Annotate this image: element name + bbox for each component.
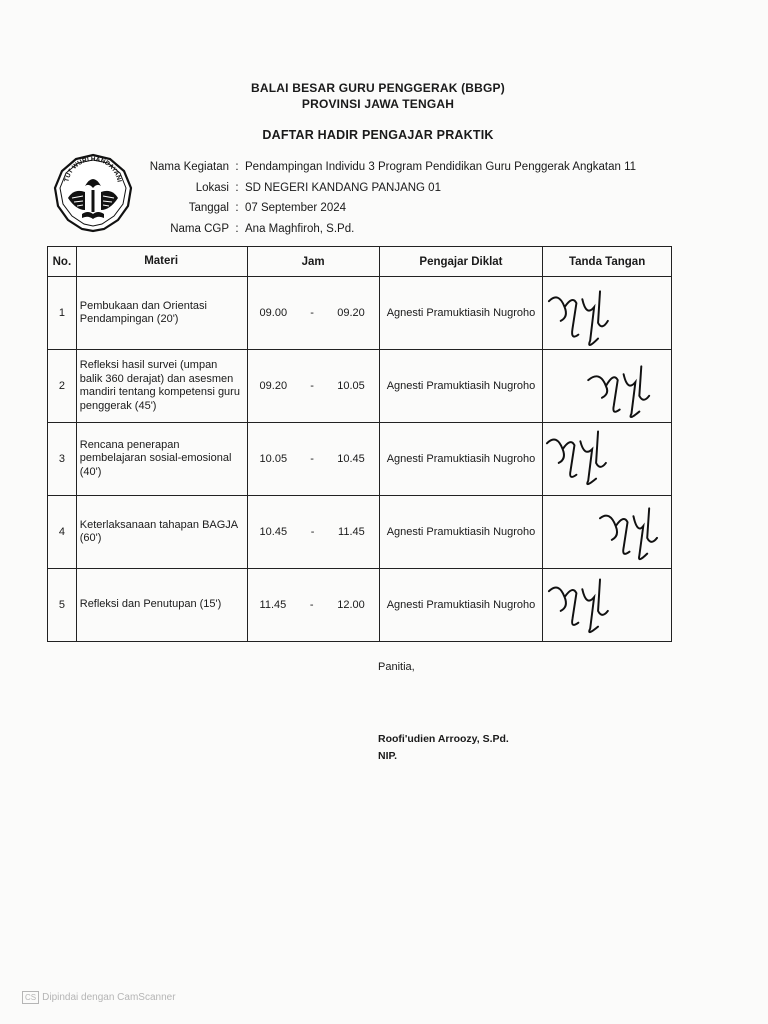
institution-name: BALAI BESAR GURU PENGGERAK (BBGP) bbox=[251, 81, 505, 95]
row-jam bbox=[247, 496, 379, 569]
row-signature-cell bbox=[543, 350, 672, 423]
jam-start: 09.20 bbox=[259, 380, 288, 392]
tut-wuri-handayani-logo bbox=[52, 152, 134, 234]
info-value: 07 September 2024 bbox=[245, 202, 347, 215]
jam-dash: - bbox=[310, 380, 314, 392]
jam-start: 09.00 bbox=[259, 307, 288, 319]
info-colon: : bbox=[235, 161, 239, 174]
info-value: SD NEGERI KANDANG PANJANG 01 bbox=[245, 181, 441, 194]
row-pengajar: Agnesti Pramuktiasih Nugroho bbox=[379, 277, 542, 350]
attendance-table bbox=[47, 246, 672, 642]
jam-start: 11.45 bbox=[259, 599, 287, 611]
info-colon: : bbox=[235, 202, 239, 215]
committee-signatory-name: Roofi'udien Arroozy, S.Pd. bbox=[378, 733, 509, 745]
col-header-materi: Materi bbox=[76, 247, 247, 277]
row-jam bbox=[247, 423, 379, 496]
handwritten-signature bbox=[543, 350, 671, 422]
row-signature-cell bbox=[543, 569, 672, 642]
row-materi: Refleksi dan Penutupan (15') bbox=[76, 569, 247, 642]
row-materi: Keterlaksanaan tahapan BAGJA (60') bbox=[76, 496, 247, 569]
table-row bbox=[48, 423, 672, 496]
watermark-text: Dipindai dengan CamScanner bbox=[42, 992, 176, 1003]
col-header-no: No. bbox=[48, 247, 77, 277]
info-label: Tanggal bbox=[188, 202, 229, 215]
jam-dash: - bbox=[310, 453, 314, 465]
info-row-kegiatan bbox=[140, 157, 636, 178]
info-colon: : bbox=[235, 222, 239, 235]
table-row bbox=[48, 496, 672, 569]
row-jam bbox=[247, 569, 379, 642]
jam-start: 10.05 bbox=[259, 453, 288, 465]
row-signature-cell bbox=[543, 496, 672, 569]
row-number: 5 bbox=[48, 569, 77, 642]
info-label: Nama CGP bbox=[170, 222, 229, 235]
jam-end: 09.20 bbox=[337, 307, 365, 319]
table-row bbox=[48, 350, 672, 423]
logo-motto: TUT WURI HANDAYANI bbox=[63, 155, 123, 183]
jam-end: 10.45 bbox=[337, 453, 365, 465]
row-materi: Refleksi hasil survei (umpan balik 360 derajat) dan asesmen mandiri tentang kompetensi guru penggerak (45') bbox=[76, 350, 247, 423]
handwritten-signature bbox=[543, 423, 671, 495]
info-row-lokasi bbox=[140, 178, 636, 199]
table-row bbox=[48, 277, 672, 350]
info-label: Nama Kegiatan bbox=[149, 161, 229, 174]
row-materi: Pembukaan dan Orientasi Pendampingan (20') bbox=[76, 277, 247, 350]
handwritten-signature bbox=[543, 277, 671, 349]
committee-nip: NIP. bbox=[378, 750, 398, 762]
row-number: 1 bbox=[48, 277, 77, 350]
handwritten-signature bbox=[543, 569, 671, 641]
committee-label: Panitia, bbox=[378, 661, 415, 673]
table-header-row bbox=[48, 247, 672, 277]
row-materi: Rencana penerapan pembelajaran sosial-emosional (40') bbox=[76, 423, 247, 496]
jam-dash: - bbox=[310, 307, 314, 319]
row-number: 2 bbox=[48, 350, 77, 423]
row-number: 3 bbox=[48, 423, 77, 496]
jam-end: 12.00 bbox=[337, 599, 365, 611]
info-value: Pendampingan Individu 3 Program Pendidikan Guru Penggerak Angkatan 11 bbox=[245, 161, 637, 174]
jam-dash: - bbox=[309, 599, 314, 611]
jam-start: 10.45 bbox=[259, 526, 288, 538]
table-row bbox=[48, 569, 672, 642]
scanner-watermark bbox=[22, 991, 176, 1004]
row-jam bbox=[247, 277, 379, 350]
camscanner-icon: CS bbox=[22, 991, 39, 1004]
col-header-pengajar: Pengajar Diklat bbox=[379, 247, 542, 277]
jam-dash: - bbox=[310, 526, 315, 538]
document-title: DAFTAR HADIR PENGAJAR PRAKTIK bbox=[262, 128, 494, 142]
row-jam bbox=[247, 350, 379, 423]
info-row-tanggal bbox=[140, 198, 636, 219]
info-label: Lokasi bbox=[195, 181, 229, 194]
row-pengajar: Agnesti Pramuktiasih Nugroho bbox=[379, 496, 542, 569]
jam-end: 11.45 bbox=[338, 526, 365, 538]
row-signature-cell bbox=[543, 277, 672, 350]
info-row-nama-cgp bbox=[140, 219, 636, 240]
activity-info bbox=[140, 157, 636, 239]
col-header-tanda-tangan: Tanda Tangan bbox=[543, 247, 672, 277]
jam-end: 10.05 bbox=[337, 380, 365, 392]
col-header-jam: Jam bbox=[247, 247, 379, 277]
province-name: PROVINSI JAWA TENGAH bbox=[301, 97, 455, 111]
row-pengajar: Agnesti Pramuktiasih Nugroho bbox=[379, 350, 542, 423]
info-colon: : bbox=[235, 181, 239, 194]
info-value: Ana Maghfiroh, S.Pd. bbox=[245, 222, 355, 235]
row-number: 4 bbox=[48, 496, 77, 569]
row-pengajar: Agnesti Pramuktiasih Nugroho bbox=[379, 423, 542, 496]
handwritten-signature bbox=[543, 496, 671, 568]
row-pengajar: Agnesti Pramuktiasih Nugroho bbox=[379, 569, 542, 642]
row-signature-cell bbox=[543, 423, 672, 496]
